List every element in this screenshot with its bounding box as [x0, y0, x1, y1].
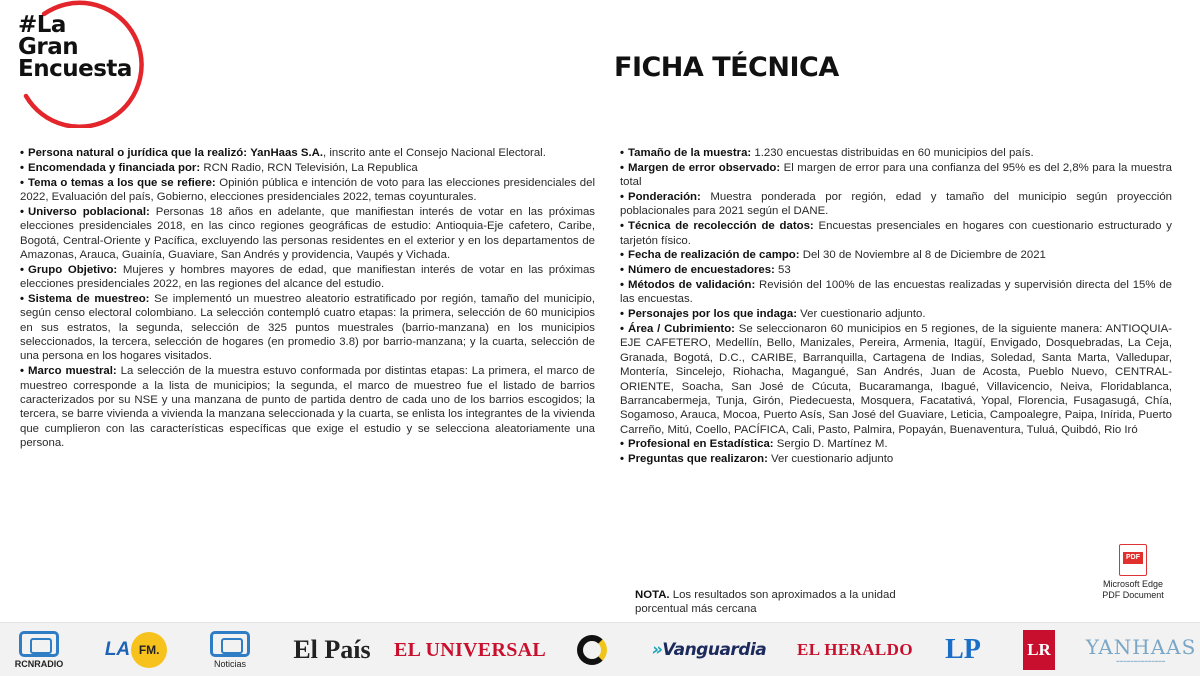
item-preguntas: • Preguntas que realizaron: Ver cuestionario adjunto — [620, 453, 894, 466]
right-column — [620, 146, 1172, 467]
left-column — [20, 146, 595, 451]
c-logo — [570, 623, 614, 676]
item-metodos-validacion: • Métodos de validación: Revisión del 100% de las encuestas realizadas y supervisión directa del 15% de las encuestas. — [620, 279, 1172, 306]
logo-wordmark — [18, 14, 132, 80]
item-area-cubrimiento: • Área / Cubrimiento: Se seleccionaron 60 municipios en 5 regiones, de la siguiente manera: ANTIOQUIA-EJE CAFETERO, Medellín, Bello, Manizales, Pereira, Armenia, Itagüí, Envigado, Dosquebradas, La Ceja, Granada, Bogotá, D.C., CARIBE, Barranquilla, Cartagena de Indias, Soledad, Santa Marta, Valledupar, Montería, Sincelejo, Riohacha, Magangué, San Andrés, Juan de Acosta, Pueblo Nuevo, CENTRAL-ORIENTE, Soacha, San José de Cúcuta, Bucaramanga, Ibagué, Villavicencio, Neiva, Floridablanca, Barrancabermeja, Tunja, Girón, Piedecuesta, Mosquera, Facatativá, Yopal, Florencia, Fusagasugá, Chía, Sogamoso, Arauca, Mocoa, Puerto Asís, San José del Guaviare, Leticia, Campoalegre, Paipa, Inírida, Puerto Carreño, Mitú, Coello, PACÍFICA, Cali, Pasto, Palmira, Popayán, Buenaventura, Tuluá, Quibdó, Rio Iró — [620, 323, 1172, 436]
rcn-radio-logo: RCNRADIO — [6, 623, 72, 676]
el-pais-logo: El País — [293, 635, 371, 664]
vanguardia-logo: »Vanguardia — [651, 640, 767, 660]
pdf-label-1: Microsoft Edge — [1102, 579, 1164, 589]
item-tamano-muestra: • Tamaño de la muestra: 1.230 encuestas distribuidas en 60 municipios del país. — [620, 147, 1034, 159]
rcn-noticias-logo: Noticias — [198, 623, 262, 676]
item-fecha-campo: • Fecha de realización de campo: Del 30 de Noviembre al 8 de Diciembre de 2021 — [620, 249, 1046, 262]
pdf-attachment[interactable] — [1087, 544, 1179, 601]
media-logos-footer — [0, 622, 1200, 676]
pdf-file-icon[interactable]: PDF — [1119, 544, 1147, 576]
el-universal-logo: EL UNIVERSAL — [394, 638, 546, 661]
logo-line-3: Encuesta — [18, 56, 132, 82]
yanhaas-tagline-mark: ━━━━━━━━━━━━━━ — [1116, 659, 1166, 665]
page-title: FICHA TÉCNICA — [614, 52, 839, 83]
logo-line-1: #La — [18, 12, 66, 38]
item-realizador: • Persona natural o jurídica que la realizó: YanHaas S.A., inscrito ante el Consejo Nacional Electoral. — [20, 147, 546, 159]
item-personajes: • Personajes por los que indaga: Ver cuestionario adjunto. — [620, 308, 926, 321]
yanhaas-logo: YANHAAS ━━━━━━━━━━━━━━ — [1085, 635, 1197, 665]
item-encomendada: • Encomendada y financiada por: RCN Radio, RCN Televisión, La Republica — [20, 161, 418, 174]
la-gran-encuesta-logo — [4, 0, 174, 128]
item-numero-encuestadores: • Número de encuestadores: 53 — [620, 264, 791, 277]
lp-logo: LP — [945, 634, 981, 665]
item-ponderacion: • Ponderación: Muestra ponderada por región, edad y tamaño del municipio según proyección poblacionales para 2021 según el DANE. — [620, 191, 1172, 218]
item-margen-error: • Margen de error observado: El margen de error para una confianza del 95% es del 2,8% para la muestra total — [620, 161, 1172, 189]
rcn-tv-icon — [210, 631, 250, 657]
item-temas: • Tema o temas a los que se refiere: Opinión pública e intención de voto para las elecciones presidenciales del 2022, Evaluación del país, Gobierno, elecciones presidenciales 2022, temas coyunturales. — [20, 176, 595, 204]
item-marco-muestral: • Marco muestral: La selección de la muestra estuvo conformada por distintas etapas: La primera, el marco de muestreo corresponde a la lista de municipios; la segunda, el marco de muestreo fue el listado de barrios caracterizados por su NSE y una manzana de punto de partida dentro de cada uno de los barrios escogidos; la tercera, se barre vivienda a vivienda la manzana seleccionada y la cuarta, se enlista los integrantes de la vivienda que cumplieron con las características específicas que exige el estudio y se selecciona aleatoriamente una persona. — [20, 365, 595, 449]
item-tecnica-recoleccion: • Técnica de recolección de datos: Encuestas presenciales en hogares con cuestionario estructurado y tarjetón físico. — [620, 220, 1172, 247]
item-profesional-estadistica: • Profesional en Estadística: Sergio D. Martínez M. — [620, 438, 888, 451]
item-universo: • Universo poblacional: Personas 18 años en adelante, que manifiestan interés de votar en las próximas elecciones presidenciales 2018, en las cinco regiones geográficas de estudio: Antioquia-Eje cafetero, Caribe, Bogotá, Central-Oriente y Pacífica, excluyendo las personas residentes en el exterior y en los departamentos de Amazonas, Arauca, Guainía, Guaviare, San Andrés y providencia, Vaupés y Vichada. — [20, 205, 595, 261]
la-fm-logo: LA FM. — [96, 623, 176, 676]
pdf-label-2: PDF Document — [1102, 590, 1164, 600]
logo-line-2: Gran — [18, 34, 79, 60]
la-republica-logo: LR — [1018, 623, 1060, 676]
c-circle-icon — [577, 635, 607, 665]
el-heraldo-logo: EL HERALDO — [797, 640, 913, 659]
rcn-icon — [19, 631, 59, 657]
item-sistema-muestreo: • Sistema de muestreo: Se implementó un muestreo aleatorio estratificado por región, tamaño del municipio, según censo electoral colombiano. La selección contempló cuatro etapas: la primera, selección de 60 municipios en sus estratos, la segunda, selección de 325 puntos muestrales (barrio-manzana) en los municipios seleccionados, la tercera, selección de hogares (en promedio 3.8) por barrio-manzana; y la cuarta, selección de una persona en los hogares visitados. — [20, 292, 595, 363]
item-grupo-objetivo: • Grupo Objetivo: Mujeres y hombres mayores de edad, que manifiestan interés de votar en las próximas elecciones presidenciales 2022, en las regiones del alcance del estudio. — [20, 263, 595, 291]
nota: NOTA. Los resultados son aproximados a la unidad porcentual más cercana — [635, 589, 896, 615]
